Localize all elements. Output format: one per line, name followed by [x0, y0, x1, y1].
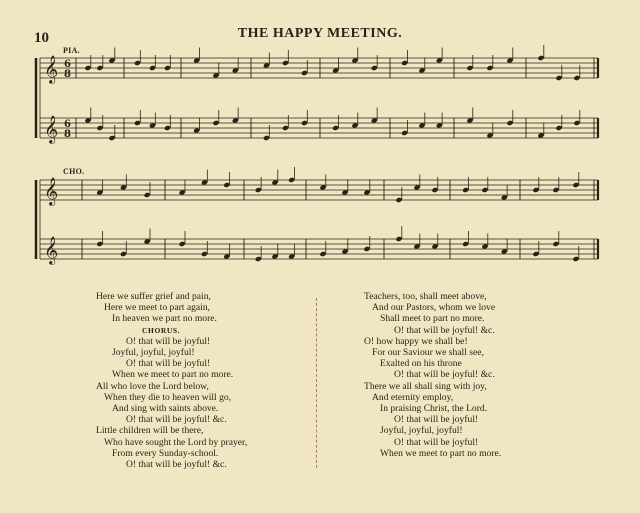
verse-line: For our Saviour we shall see, [372, 347, 484, 359]
verse-line: O! that will be joyful! [126, 335, 211, 347]
verse-line: And our Pastors, whom we love [372, 302, 496, 314]
verse-line: O! that will be joyful! &c. [126, 414, 227, 426]
page-number: 10 [34, 30, 49, 46]
svg-text:𝄞: 𝄞 [44, 236, 59, 264]
verse-line: O! that will be joyful! [126, 358, 211, 370]
verse-line: O! that will be joyful! &c. [126, 459, 227, 471]
verse-line: Exalted on his throne [380, 358, 462, 370]
verses-left-column [96, 291, 247, 470]
verse-line: Here we meet to part again, [104, 302, 211, 314]
svg-text:8: 8 [64, 69, 71, 80]
verse-line: From every Sunday-school. [112, 447, 219, 459]
svg-text:𝄞: 𝄞 [44, 55, 59, 83]
verse-line: Little children will be there, [96, 425, 204, 437]
verse-line: Here we suffer grief and pain, [96, 291, 211, 302]
svg-text:𝄞: 𝄞 [44, 177, 59, 205]
verse-line: O! how happy we shall be! [364, 335, 468, 347]
verse-line: Teachers, too, shall meet above, [364, 291, 487, 302]
verse-line: And eternity employ, [372, 391, 454, 403]
chorus-heading: CHORUS. [142, 325, 181, 335]
verse-line: O! that will be joyful! &c. [394, 369, 495, 381]
chorus-direction-label: CHO. [63, 167, 85, 176]
verse-line: Joyful, joyful, joyful! [112, 347, 195, 359]
verse-line: When we meet to part no more. [380, 447, 502, 459]
svg-text:𝄞: 𝄞 [44, 115, 59, 143]
column-divider [316, 298, 317, 468]
verse-line: There we all shall sing with joy, [364, 380, 487, 392]
verse-line: When we meet to part no more. [112, 369, 234, 381]
verse-line: Shall meet to part no more. [380, 313, 485, 325]
verse-line: O! that will be joyful! &c. [394, 324, 495, 336]
piano-direction-label: PIA. [63, 46, 80, 55]
svg-text:6: 6 [64, 119, 71, 130]
staves [36, 58, 598, 259]
verse-line: O! that will be joyful! [394, 436, 479, 448]
verse-line: In praising Christ, the Lord. [380, 403, 488, 415]
verse-line: And sing with saints above. [112, 403, 219, 415]
verse-line: O! that will be joyful! [394, 414, 479, 426]
page-title: THE HAPPY MEETING. [237, 26, 403, 41]
verse-line: When they die to heaven will go, [104, 391, 232, 403]
verse-line: All who love the Lord below, [96, 380, 209, 392]
svg-text:8: 8 [64, 129, 71, 140]
verse-line: Who have sought the Lord by prayer, [104, 436, 248, 448]
svg-text:6: 6 [64, 59, 71, 70]
verses-right-column [364, 291, 501, 459]
verse-line: In heaven we part no more. [112, 313, 217, 325]
verse-line: Joyful, joyful, joyful! [380, 425, 463, 437]
